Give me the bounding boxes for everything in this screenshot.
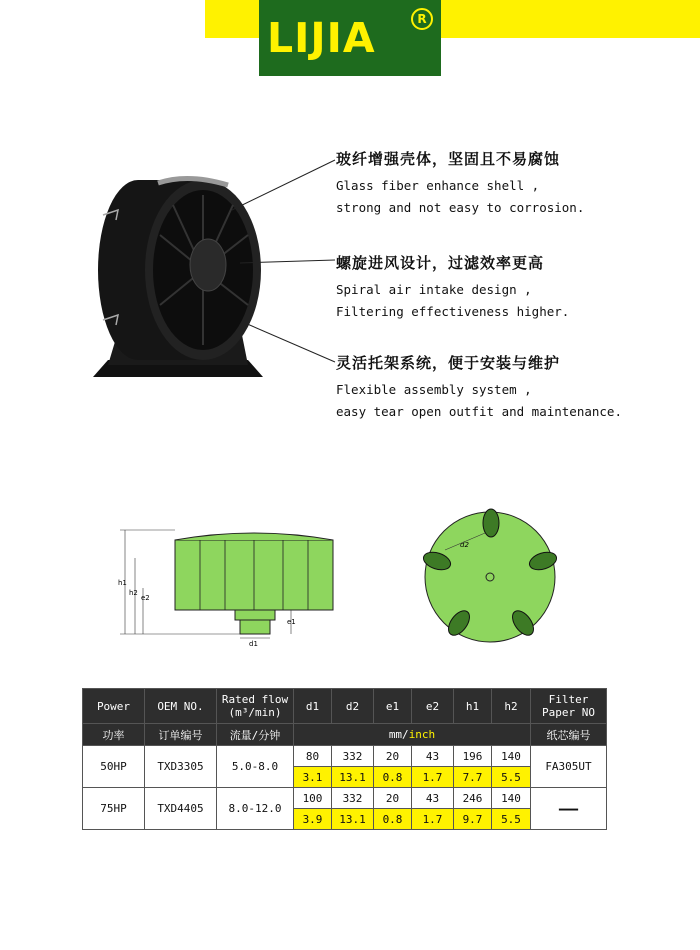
- table-row: [83, 788, 607, 809]
- cell-flow: 8.0-12.0: [217, 788, 294, 830]
- feature-cn: 灵活托架系统，便于安装与维护: [336, 354, 561, 372]
- registered-mark: R: [411, 8, 433, 30]
- label-e2: e2: [141, 594, 150, 602]
- cell-inch: 7.7: [454, 767, 492, 788]
- cell-mm: 43: [412, 788, 454, 809]
- header-h2: h2: [492, 689, 531, 724]
- cell-inch: 13.1: [332, 809, 374, 830]
- label-h1: h1: [118, 579, 127, 587]
- cell-inch: 0.8: [374, 767, 412, 788]
- header-d1: d1: [294, 689, 332, 724]
- cell-mm: 332: [332, 746, 374, 767]
- feature-cn: 螺旋进风设计，过滤效率更高: [336, 254, 545, 272]
- feature-en-line1: Glass fiber enhance shell ,: [336, 178, 540, 193]
- header-cn-filter: 纸芯编号: [531, 724, 607, 746]
- air-filter-product-image: [88, 165, 263, 385]
- unit-mm: mm/: [388, 728, 409, 741]
- cell-inch: 0.8: [374, 809, 412, 830]
- header-e1: e1: [374, 689, 412, 724]
- feature-en-line1: Flexible assembly system ,: [336, 382, 532, 397]
- header-d2: d2: [332, 689, 374, 724]
- header-power: Power: [83, 689, 145, 724]
- cell-inch: 13.1: [332, 767, 374, 788]
- cell-inch: 5.5: [492, 809, 531, 830]
- header-cn-units: [294, 724, 531, 746]
- cell-filter: FA305UT: [531, 746, 607, 788]
- brand-name: LIJIA: [267, 14, 376, 62]
- feature-en-line1: Spiral air intake design ,: [336, 282, 532, 297]
- label-d1: d1: [249, 640, 258, 648]
- header-flow: [217, 689, 294, 724]
- header-cn-flow: 流量/分钟: [217, 724, 294, 746]
- cell-oem: TXD3305: [145, 746, 217, 788]
- cell-mm: 140: [492, 746, 531, 767]
- feature-assembly: [336, 352, 622, 423]
- header-filter: [531, 689, 607, 724]
- cell-mm: 332: [332, 788, 374, 809]
- header-flow-line1: Rated flow: [221, 693, 289, 706]
- header-oem: OEM NO.: [145, 689, 217, 724]
- cell-inch: 1.7: [412, 809, 454, 830]
- feature-shell: [336, 148, 584, 219]
- cell-oem: TXD4405: [145, 788, 217, 830]
- cell-mm: 20: [374, 788, 412, 809]
- cell-mm: 20: [374, 746, 412, 767]
- cell-mm: 43: [412, 746, 454, 767]
- header-cn-oem: 订单编号: [145, 724, 217, 746]
- cell-inch: 9.7: [454, 809, 492, 830]
- table-row: [83, 746, 607, 767]
- header-flow-line2: (m³/min): [228, 706, 282, 719]
- cell-inch: 5.5: [492, 767, 531, 788]
- cell-inch: 1.7: [412, 767, 454, 788]
- cell-flow: 5.0-8.0: [217, 746, 294, 788]
- feature-intake: [336, 252, 569, 323]
- label-e1: e1: [287, 618, 296, 626]
- cell-power: 50HP: [83, 746, 145, 788]
- cell-mm: 100: [294, 788, 332, 809]
- label-d2: d2: [460, 541, 469, 549]
- cell-mm: 246: [454, 788, 492, 809]
- side-view-diagram: [115, 518, 350, 658]
- cell-inch: 3.9: [294, 809, 332, 830]
- feature-en-line2: Filtering effectiveness higher.: [336, 304, 570, 319]
- header-h1: h1: [454, 689, 492, 724]
- cell-mm: 140: [492, 788, 531, 809]
- feature-cn: 玻纤增强壳体，坚固且不易腐蚀: [336, 150, 561, 168]
- brand-logo: [259, 0, 441, 76]
- feature-en-line2: strong and not easy to corrosion.: [336, 200, 585, 215]
- spec-table: [82, 688, 607, 830]
- cell-mm: 80: [294, 746, 332, 767]
- cell-inch: 3.1: [294, 767, 332, 788]
- header-cn-power: 功率: [83, 724, 145, 746]
- label-h2: h2: [129, 589, 138, 597]
- feature-en-line2: easy tear open outfit and maintenance.: [336, 404, 622, 419]
- unit-inch: inch: [408, 728, 436, 741]
- header-e2: e2: [412, 689, 454, 724]
- header-filter-line2: Paper NO: [542, 706, 595, 719]
- cell-mm: 196: [454, 746, 492, 767]
- header-filter-line1: Filter: [548, 693, 589, 706]
- cell-power: 75HP: [83, 788, 145, 830]
- cell-filter: ——: [531, 788, 607, 830]
- top-view-diagram: [415, 505, 565, 645]
